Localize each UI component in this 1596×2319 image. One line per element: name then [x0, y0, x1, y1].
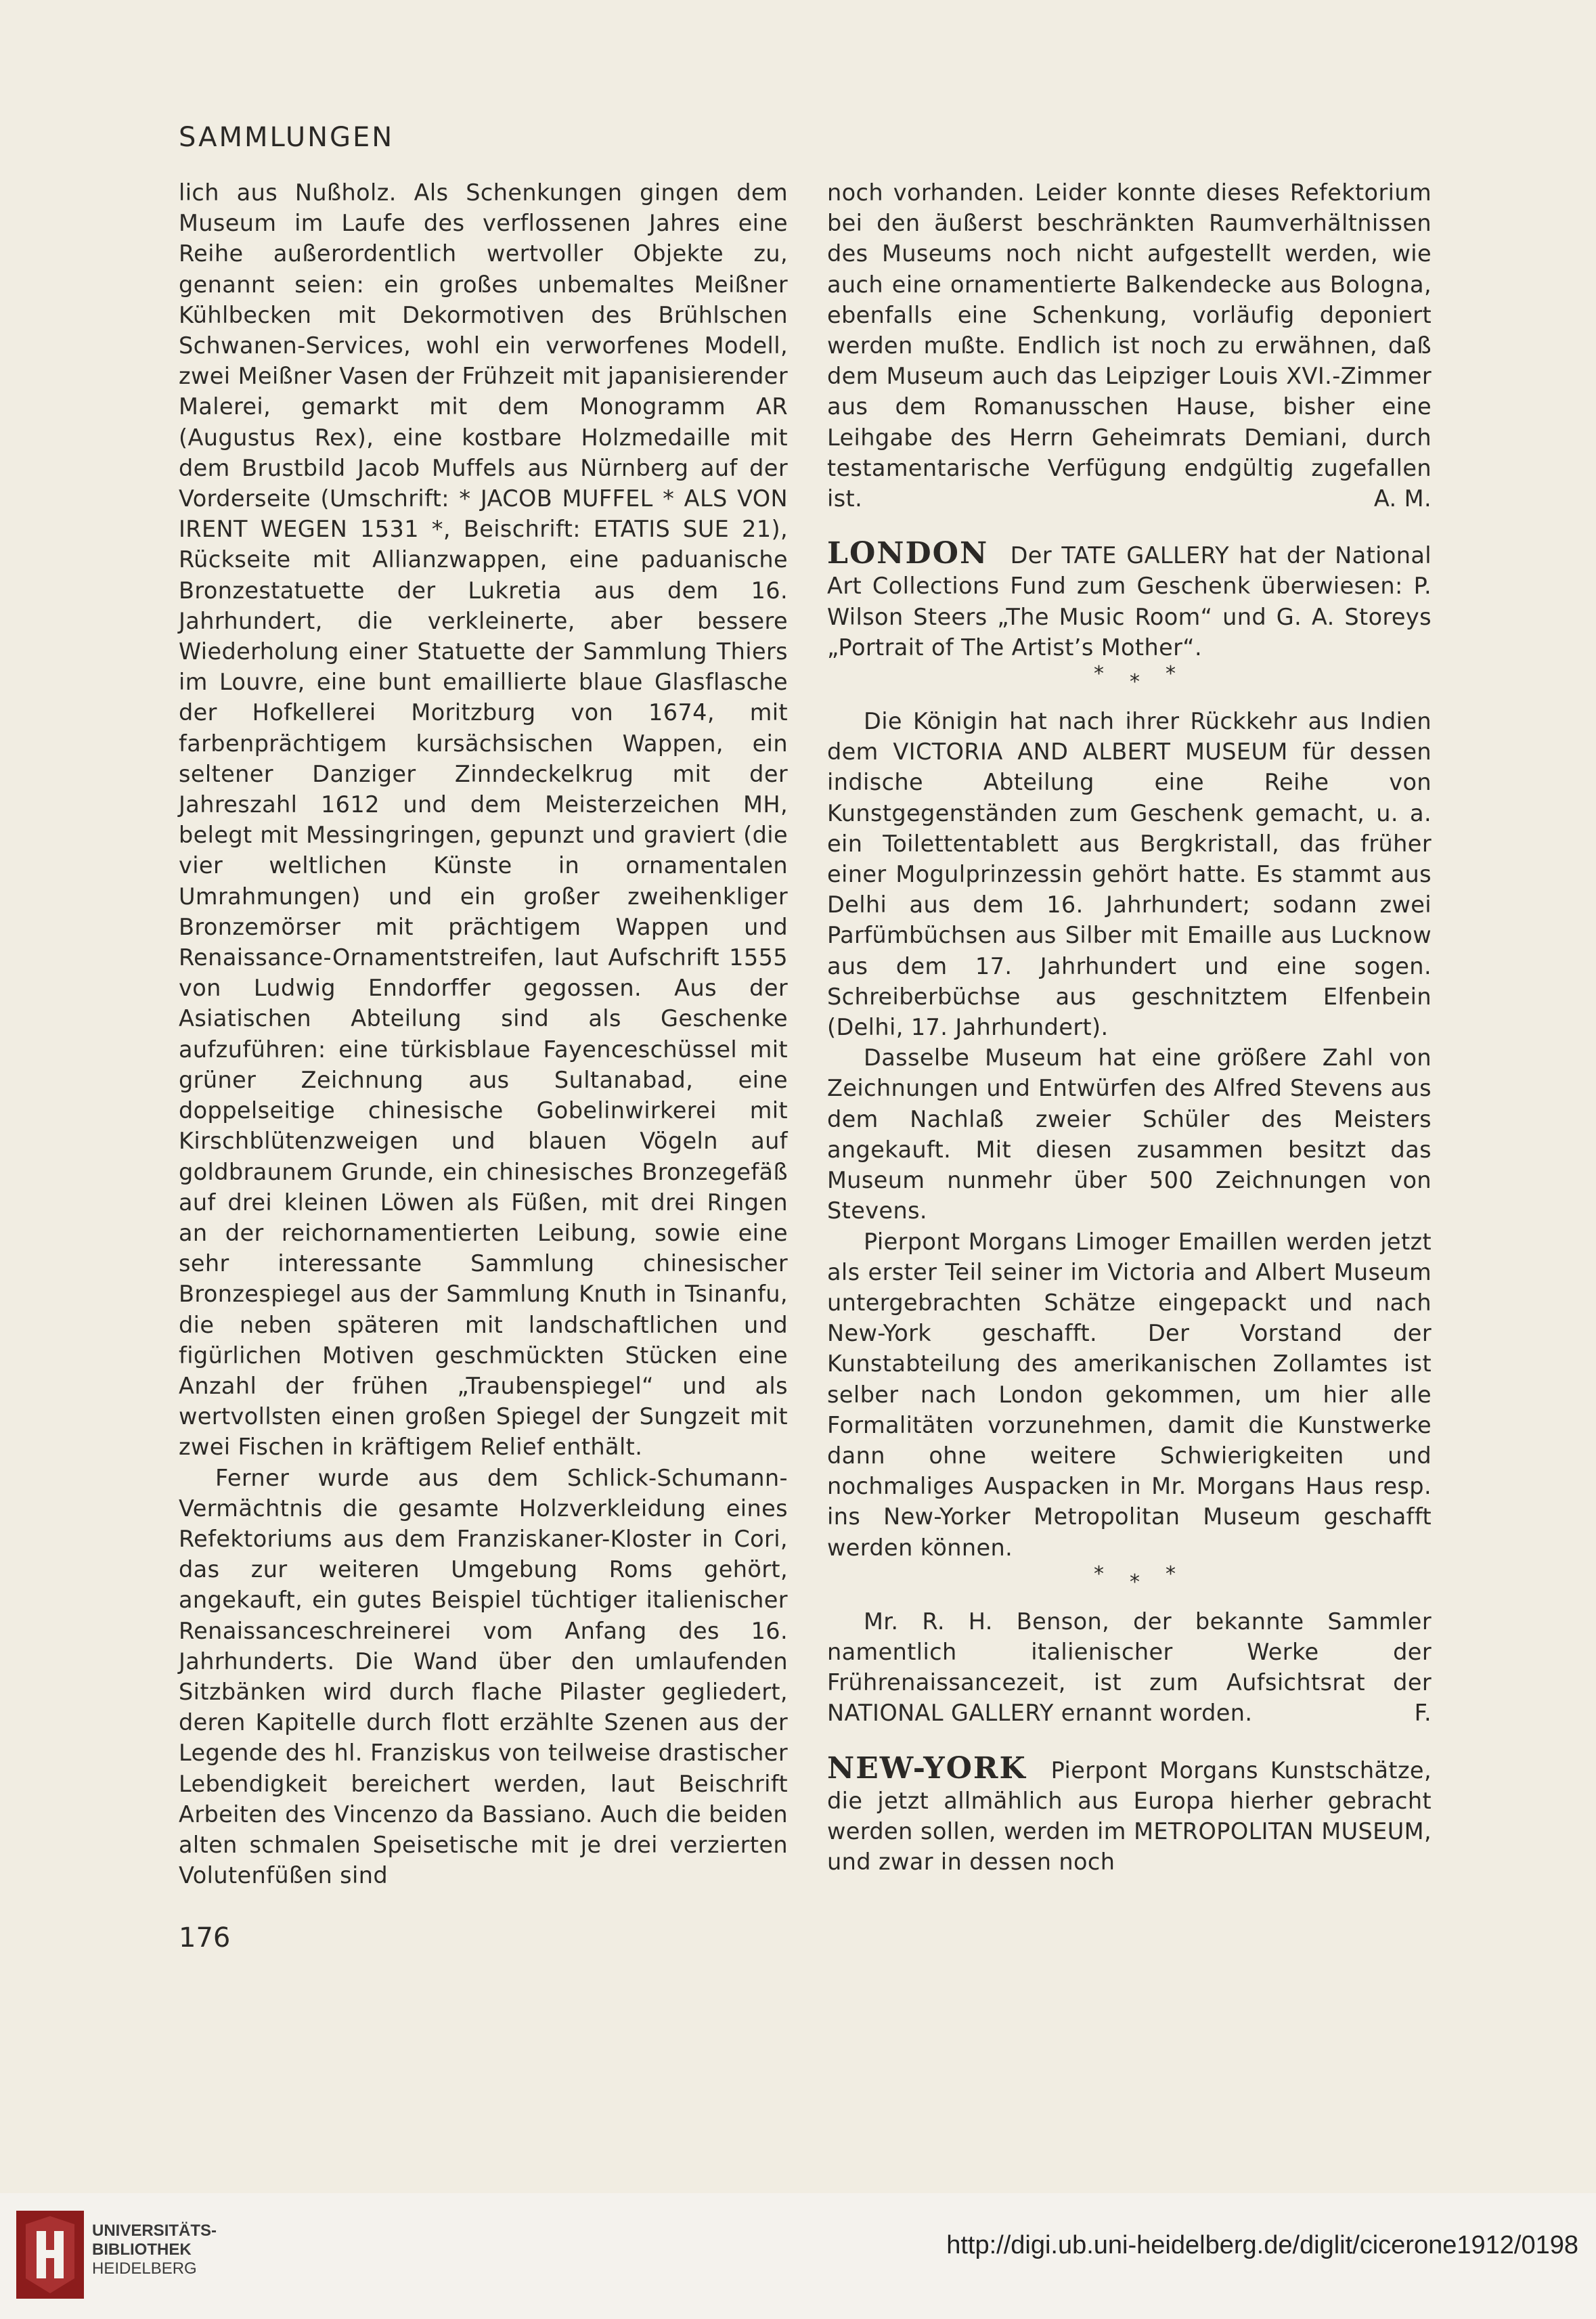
left-paragraph-2: Ferner wurde aus dem Schlick-Schumann-Vermächtnis die gesamte Holzverkleidung eines Refektoriums aus dem Franziskaner-Kloster in Cori, das zur weiteren Umgebung Roms gehört, angekauft, ein gutes Beispiel tüchtiger italienischer Renaissanceschreinerei vom Anfang des 16. Jahrhunderts. Die Wand über den umlaufenden Sitzbänken wird durch flache Pilaster gegliedert, deren Kapitelle durch flott erzählte Szenen aus der Legende des hl. Franziskus von teilweise drastischer Lebendigkeit bereichert werden, laut Beischrift Arbeiten des Vincenzo da Bassiano. Auch die beiden alten schmalen Speisetische mit je drei verzierten Volutenfüßen sind — [179, 1464, 788, 1889]
asterism-star: * — [1130, 670, 1140, 694]
right-paragraph-1-text: noch vorhanden. Leider konnte dieses Refektorium bei den äußerst beschränkten Raumverhältnissen des Museums noch nicht aufgestellt werden, wie auch eine ornamentierte Balkendecke aus Bologna, ebenfalls eine Schenkung, vorläufig deponiert werden mußte. Endlich ist noch zu erwähnen, daß dem Museum auch das Leipziger Louis XVI.-Zimmer aus dem Romanusschen Hause, bisher eine Leihgabe des Herrn Geheimrats Demiani, durch testamentarische Verfügung endgültig zugefallen ist. — [827, 179, 1432, 512]
section-gap — [827, 514, 1432, 538]
asterism-star: * — [1166, 662, 1176, 686]
digital-source-link[interactable]: http://digi.ub.uni-heidelberg.de/diglit/cicerone1912/0198 — [946, 2231, 1578, 2259]
asterism-star: * — [1094, 1562, 1105, 1586]
london-paragraph-2: Die Königin hat nach ihrer Rückkehr aus Indien dem VICTORIA AND ALBERT MUSEUM für dessen indische Abteilung eine Reihe von Kunstgegenständen zum Geschenk gemacht, u. a. ein Toilettentablett aus Bergkristall, das früher einer Mogulprinzessin gehört hatte. Es stammt aus Delhi aus dem 16. Jahrhundert; sodann zwei Parfümbüchsen aus Silber mit Emaille aus Lucknow aus dem 17. Jahrhundert und eine sogen. Schreiberbüchse aus geschnitztem Elfenbein (Delhi, 17. Jahrhundert). — [827, 708, 1432, 1041]
london-paragraph-3: Dasselbe Museum hat eine größere Zahl von Zeichnungen und Entwürfen des Alfred Stevens aus dem Nachlaß zweier Schüler des Meisters angekauft. Mit diesen zusammen besitzt das Museum nunmehr über 500 Zeichnungen von Stevens. — [827, 1044, 1432, 1224]
left-column — [179, 177, 788, 1891]
newyork-paragraph-1 — [827, 1750, 1432, 1878]
library-logo-icon — [16, 2211, 84, 2299]
running-head: SAMMLUNGEN — [179, 122, 395, 153]
section-heading-london: LONDON — [827, 536, 989, 571]
london-paragraph-5 — [827, 1606, 1432, 1729]
section-heading-newyork: NEW-YORK — [827, 1750, 1027, 1786]
right-paragraph-1 — [827, 177, 1432, 514]
library-name — [92, 2222, 217, 2278]
newyork-paragraph-1-text: Pierpont Morgans Kunstschätze, die jetzt allmählich aus Europa hierher gebracht werden sollen, werden im METROPOLITAN MUSEUM, und zwar in dessen noch — [827, 1757, 1432, 1876]
london-paragraph-1-text: Der TATE GALLERY hat der National Art Collections Fund zum Geschenk überwiesen: P. Wilson Steers „The Music Room“ und G. A. Storeys „Portrait of The Artist’s Mother“. — [827, 542, 1432, 661]
signature-f: F. — [1414, 1700, 1432, 1727]
left-paragraph-1: lich aus Nußholz. Als Schenkungen gingen dem Museum im Laufe des verflossenen Jahres eine Reihe außerordentlich wertvoller Objekte zu, genannt seien: ein großes unbemaltes Meißner Kühlbecken mit Dekormotiven des Brühlschen Schwanen-Services, wohl ein verworfenes Modell, zwei Meißner Vasen der Frühzeit mit japanisierender Malerei, gemarkt mit dem Monogramm AR (Augustus Rex), eine kostbare Holzmedaille mit dem Brustbild Jacob Muffels aus Nürnberg auf der Vorderseite (Umschrift: * JACOB MUFFEL * ALS VON IRENT WEGEN 1531 *, Beischrift: ETATIS SUE 21), Rückseite mit Allianzwappen, eine paduanische Bronzestatuette der Lukretia aus dem 16. Jahrhundert, die verkleinerte, aber bessere Wiederholung einer Statuette der Sammlung Thiers im Louvre, eine bunt emaillierte blaue Glasflasche der Hofkellerei Moritzburg von 1674, mit farbenprächtigem kursächsischen Wappen, ein seltener Danziger Zinndeckelkrug mit der Jahreszahl 1612 und dem Meisterzeichen MH, belegt mit Messingringen, gepunzt und graviert (die vier weltlichen Künste in ornamentalen Umrahmungen) und ein großer zweihenkliger Bronzemörser mit prächtigem Wappen und Renaissance-Ornamentstreifen, laut Aufschrift 1555 von Ludwig Enndorffer gegossen. Aus der Asiatischen Abteilung sind als Geschenke aufzuführen: eine türkisblaue Fayenceschüssel mit grüner Zeichnung aus Sultanabad, eine doppelseitige chinesische Gobelinwirkerei mit Kirschblütenzweigen und blauen Vögeln auf goldbraunem Grunde, ein chinesisches Bronzegefäß auf drei kleinen Löwen als Füßen, mit drei Ringen an der reichornamentierten Leibung, sowie eine sehr interessante Sammlung chinesischer Bronzespiegel aus der Sammlung Knuth in Tsinanfu, die neben späteren mit landschaftlichen und figürlichen Motiven geschmückten Stücken eine Anzahl der frühen „Traubenspiegel“ und als wertvollsten einen großen Spiegel der Sungzeit mit zwei Fischen in kräftigem Relief enthält. — [179, 179, 788, 1461]
signature-am: A. M. — [1373, 485, 1432, 512]
london-paragraph-4: Pierpont Morgans Limoger Emaillen werden jetzt als erster Teil seiner im Victoria and Albert Museum untergebrachten Schätze eingepackt und nach New-York geschafft. Der Vorstand der Kunstabteilung des amerikanischen Zollamtes ist selber nach London gekommen, um hier alle Formalitäten vorzunehmen, damit die Kunstwerke dann ohne weitere Schwierigkeiten und nochmaliges Auspacken in Mr. Morgans Haus resp. ins New-Yorker Metropolitan Museum geschafft werden können. — [827, 1228, 1432, 1561]
london-paragraph-1 — [827, 538, 1432, 663]
section-gap — [827, 1729, 1432, 1753]
london-paragraph-5-text: Mr. R. H. Benson, der bekannte Sammler namentlich italienischer Werke der Frührenaissancezeit, ist zum Aufsichtsrat der NATIONAL GALLERY ernannt worden. — [827, 1608, 1432, 1727]
asterism-star: * — [1130, 1570, 1140, 1594]
library-name-line: HEIDELBERG — [92, 2259, 197, 2278]
asterism-divider — [827, 663, 1432, 706]
library-name-line: BIBLIOTHEK — [92, 2240, 192, 2259]
library-name-line: UNIVERSITÄTS- — [92, 2222, 217, 2240]
asterism-star: * — [1166, 1562, 1176, 1586]
page-number: 176 — [179, 1922, 231, 1953]
asterism-star: * — [1094, 662, 1105, 686]
right-column — [827, 177, 1432, 1877]
asterism-divider — [827, 1563, 1432, 1606]
